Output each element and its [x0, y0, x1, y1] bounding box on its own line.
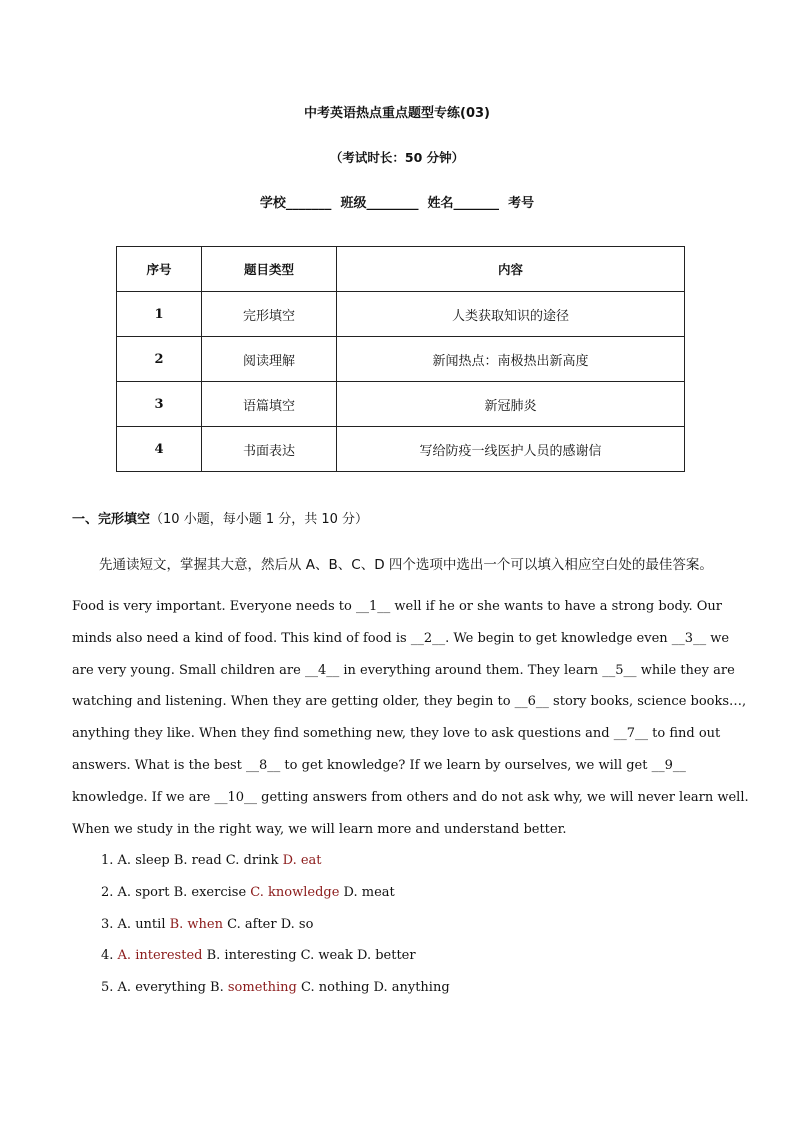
row-type: 完形填空 — [202, 292, 337, 337]
row-number: 2 — [117, 337, 202, 382]
options-text: D. meat — [339, 884, 395, 900]
row-number: 4 — [117, 427, 202, 472]
options-text: B. interesting C. weak D. better — [202, 948, 416, 964]
question-options — [101, 915, 450, 947]
row-content: 写给防疫一线医护人员的感谢信 — [337, 427, 685, 472]
row-content: 新冠肺炎 — [337, 382, 685, 427]
options-text: 4. — [101, 948, 118, 964]
row-type: 阅读理解 — [202, 337, 337, 382]
options-text: 2. A. sport B. exercise — [101, 884, 251, 900]
passage-line: anything they like. When they find something new, they love to ask questions and __7__ to find out — [72, 726, 721, 742]
options-text: 3. A. until — [101, 916, 170, 932]
row-type: 书面表达 — [202, 427, 337, 472]
answer-highlight: something — [227, 980, 297, 996]
options-text: 5. A. everything B. — [101, 980, 228, 996]
question-options — [101, 946, 450, 978]
passage-line: watching and listening. When they are getting older, they begin to __6__ story books, science books…, — [72, 694, 747, 710]
column-header-content: 内容 — [337, 247, 685, 292]
section-instruction: 先通读短文，掌握其大意，然后从 A、B、C、D 四个选项中选出一个可以填入相应空白处的最佳答案。 — [99, 557, 713, 573]
options-text: 1. A. sleep B. read C. drink — [101, 853, 283, 868]
answer-highlight: A. interested — [117, 948, 203, 964]
passage-line: knowledge. If we are __10__ getting answers from others and do not ask why, we will never learn well. — [72, 789, 749, 805]
question-options — [101, 883, 450, 915]
exam-duration: （考试时长：50 分钟） — [329, 150, 465, 165]
row-type: 语篇填空 — [202, 382, 337, 427]
table-header-row — [117, 247, 685, 292]
passage-line: Food is very important. Everyone needs to __1__ well if he or she wants to have a strong body. Our — [72, 599, 722, 614]
answer-highlight: B. when — [169, 916, 223, 932]
cloze-passage — [72, 597, 749, 851]
question-options — [101, 978, 450, 1010]
passage-line: When we study in the right way, we will learn more and understand better. — [72, 821, 567, 837]
options-text: C. nothing D. anything — [296, 980, 450, 996]
section-heading — [72, 508, 368, 527]
row-number: 1 — [117, 292, 202, 337]
page-title: 中考英语热点重点题型专练(03) — [304, 106, 490, 121]
row-content: 人类获取知识的途径 — [337, 292, 685, 337]
answer-highlight: D. eat — [282, 853, 322, 868]
options-text: C. after D. so — [223, 916, 314, 932]
table-row — [117, 427, 685, 472]
student-info-line: 学校_______ 班级________ 姓名_______ 考号 — [259, 196, 535, 211]
column-header-type: 题目类型 — [202, 247, 337, 292]
row-content: 新闻热点：南极热出新高度 — [337, 337, 685, 382]
column-header-number: 序号 — [117, 247, 202, 292]
answer-highlight: C. knowledge — [250, 884, 340, 900]
section-heading-score: （10 小题，每小题 1 分，共 10 分） — [150, 512, 369, 527]
table-row — [117, 382, 685, 427]
section-heading-title: 一、完形填空 — [72, 512, 151, 527]
passage-line: are very young. Small children are __4__ in everything around them. They learn __5__ while they are — [72, 662, 735, 678]
row-number: 3 — [117, 382, 202, 427]
answer-options — [101, 851, 450, 1010]
question-options — [101, 851, 450, 883]
table-row — [117, 337, 685, 382]
passage-line: answers. What is the best __8__ to get knowledge? If we learn by ourselves, we will get __9__ — [72, 757, 686, 773]
passage-line: minds also need a kind of food. This kind of food is __2__. We begin to get knowledge even __3__ we — [72, 630, 730, 646]
question-type-table — [116, 246, 685, 472]
table-row — [117, 292, 685, 337]
